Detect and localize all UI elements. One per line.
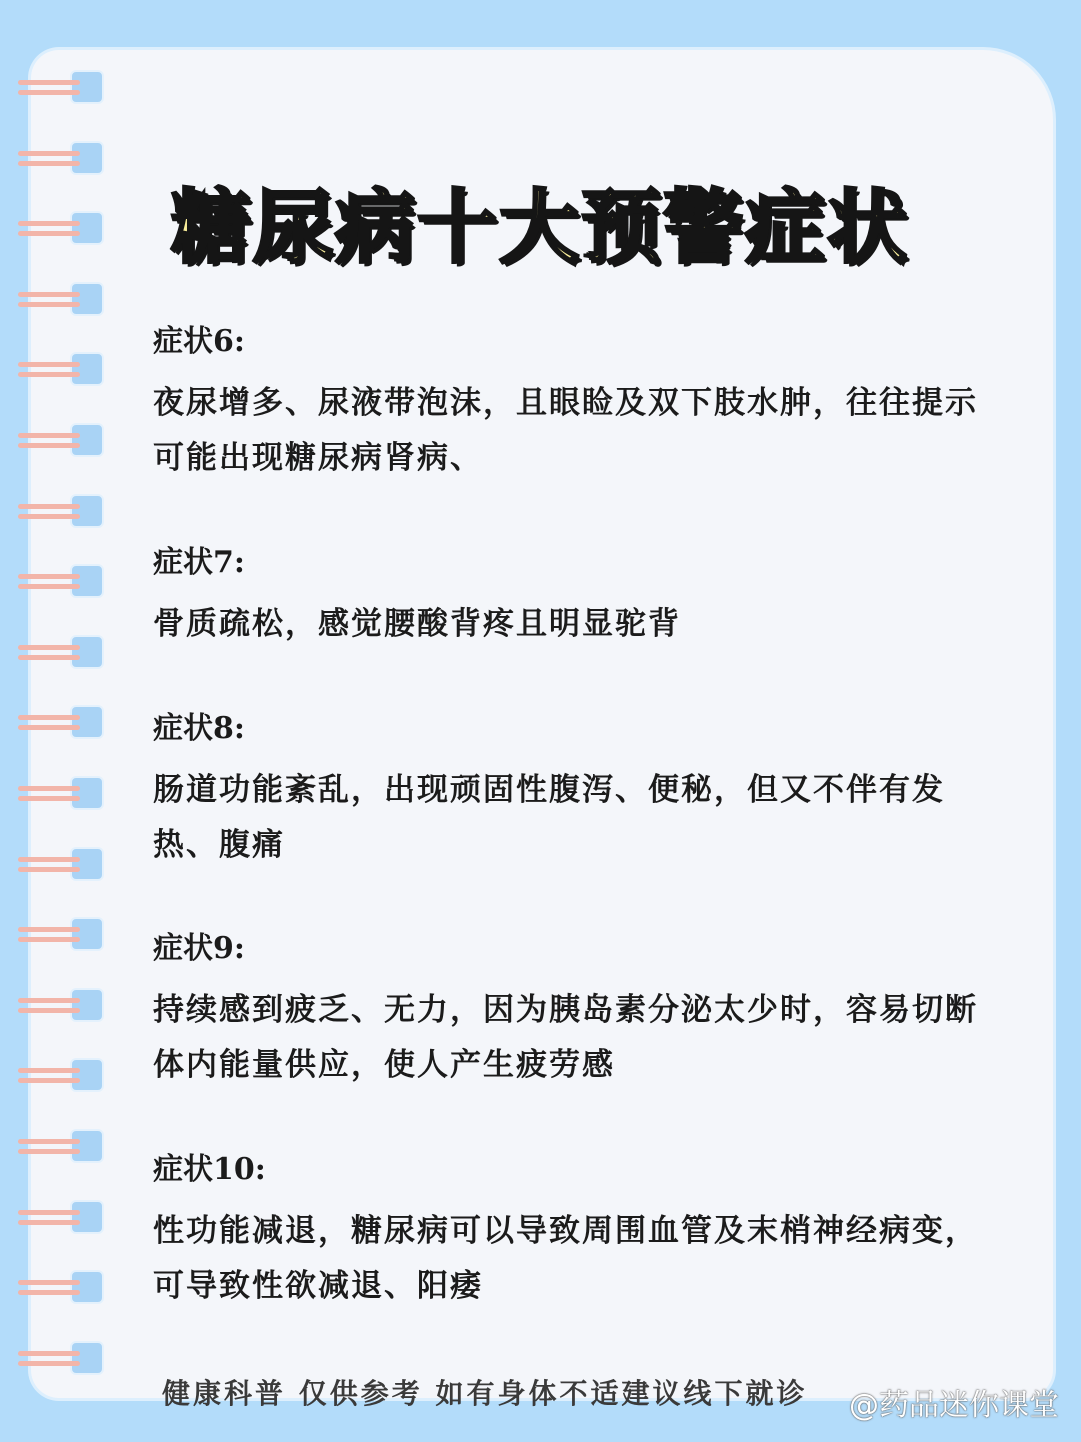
binder-ring [18,1058,106,1094]
ring-wire [18,221,80,226]
symptom-label: 症状6: [153,324,245,359]
ring-wire [18,231,80,236]
ring-wire [18,433,80,438]
ring-hole [70,423,104,457]
ring-wire [18,655,80,660]
ring-hole [70,1129,104,1163]
ring-wire [18,504,80,509]
binder-ring [18,352,106,388]
ring-wire [18,927,80,932]
ring-wire [18,90,80,95]
symptom-text: 性功能减退，糖尿病可以导致周围血管及末梢神经病变，可导致性欲减退、阳痿 [153,1213,978,1304]
ring-wire [18,362,80,367]
ring-hole [70,141,104,175]
ring-wire [18,372,80,377]
ring-wire [18,1351,80,1356]
watermark: @药品迷你课堂 [849,1388,1059,1423]
ring-wire [18,80,80,85]
ring-wire [18,151,80,156]
ring-wire [18,574,80,579]
symptom-text: 肠道功能紊乱，出现顽固性腹泻、便秘，但又不伴有发热、腹痛 [153,772,945,863]
binder-ring [18,423,106,459]
ring-hole [70,211,104,245]
ring-wire [18,645,80,650]
binder-ring [18,635,106,671]
symptom-label: 症状10: [153,1152,266,1187]
binder-ring [18,494,106,530]
ring-wire [18,1361,80,1366]
binder-ring [18,564,106,600]
ring-wire [18,1139,80,1144]
ring-wire [18,857,80,862]
ring-hole [70,917,104,951]
symptom-text: 持续感到疲乏、无力，因为胰岛素分泌太少时，容易切断体内能量供应，使人产生疲劳感 [153,992,978,1083]
ring-wire [18,786,80,791]
binder-ring [18,1341,106,1377]
binder-ring [18,282,106,318]
symptom-text: 夜尿增多、尿液带泡沫，且眼睑及双下肢水肿，往往提示可能出现糖尿病肾病、 [153,385,978,476]
ring-wire [18,1210,80,1215]
ring-wire [18,302,80,307]
ring-wire [18,292,80,297]
symptom-10 [153,1150,993,1314]
binder-ring [18,988,106,1024]
ring-hole [70,988,104,1022]
binder-ring [18,917,106,953]
ring-hole [70,1058,104,1092]
ring-wire [18,937,80,942]
binder-ring [18,1129,106,1165]
ring-wire [18,1149,80,1154]
symptom-6 [153,322,993,486]
ring-wire [18,1068,80,1073]
symptom-7 [153,543,993,652]
ring-hole [70,1200,104,1234]
binder-ring [18,705,106,741]
ring-hole [70,494,104,528]
ring-wire [18,161,80,166]
ring-hole [70,1341,104,1375]
ring-hole [70,1270,104,1304]
symptom-9 [153,929,993,1093]
ring-wire [18,1220,80,1225]
ring-wire [18,1008,80,1013]
symptom-label: 症状8: [153,711,245,746]
ring-wire [18,584,80,589]
page-title: 糖尿病十大预警症状 [171,181,909,274]
binder-ring [18,141,106,177]
binder-ring [18,70,106,106]
symptom-label: 症状9: [153,931,245,966]
ring-hole [70,564,104,598]
ring-wire [18,867,80,872]
ring-wire [18,715,80,720]
ring-hole [70,282,104,316]
ring-wire [18,1280,80,1285]
binder-ring [18,211,106,247]
disclaimer-footer: 健康科普 仅供参考 如有身体不适建议线下就诊 [162,1377,808,1410]
ring-hole [70,847,104,881]
ring-wire [18,725,80,730]
symptom-8 [153,709,993,873]
ring-wire [18,1078,80,1083]
ring-wire [18,998,80,1003]
ring-hole [70,352,104,386]
ring-wire [18,1290,80,1295]
ring-wire [18,443,80,448]
ring-hole [70,776,104,810]
ring-wire [18,514,80,519]
symptom-text: 骨质疏松，感觉腰酸背疼且明显驼背 [153,606,681,642]
ring-wire [18,796,80,801]
binder-ring [18,1200,106,1236]
symptom-label: 症状7: [153,545,245,580]
ring-hole [70,70,104,104]
ring-hole [70,705,104,739]
binder-ring [18,1270,106,1306]
ring-hole [70,635,104,669]
binder-ring [18,847,106,883]
binder-ring [18,776,106,812]
